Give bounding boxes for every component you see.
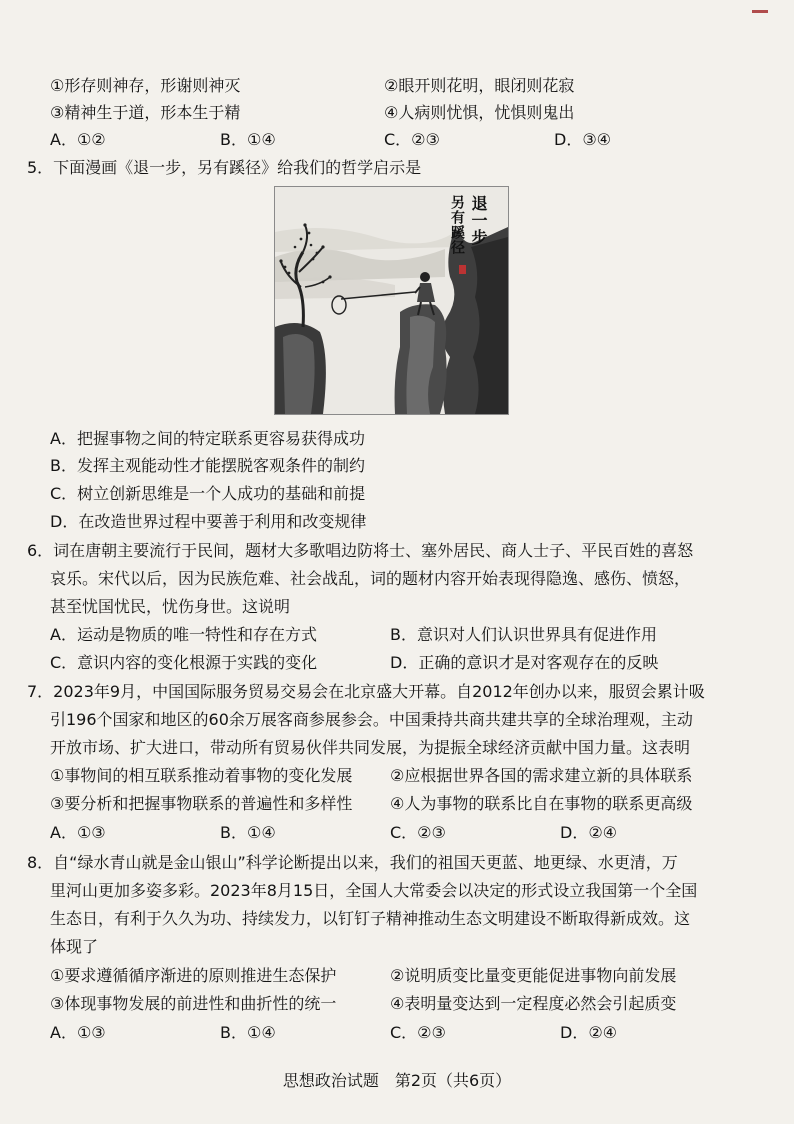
q7-option-b: B．①④ bbox=[220, 823, 276, 842]
q8-line-2: 里河山更加多姿多彩。2023年8月15日，全国人大常委会以决定的形式设立我国第一个全国 bbox=[50, 881, 698, 900]
q7-option-c: C．②③ bbox=[390, 823, 446, 842]
q8-line-1: 8．自“绿水青山就是金山银山”科学论断提出以来，我们的祖国天更蓝、地更绿、水更清，万 bbox=[27, 853, 678, 872]
q7-statement-2: ②应根据世界各国的需求建立新的具体联系 bbox=[390, 766, 693, 785]
q7-statement-3: ③要分析和把握事物联系的普遍性和多样性 bbox=[50, 794, 353, 813]
q8-option-c: C．②③ bbox=[390, 1023, 446, 1042]
q4-option-a: A．①② bbox=[50, 130, 106, 149]
q6-line-3: 甚至忧国忧民，忧伤身世。这说明 bbox=[50, 597, 291, 616]
q8-option-a: A．①③ bbox=[50, 1023, 106, 1042]
q5-option-d: D．在改造世界过程中要善于利用和改变规律 bbox=[50, 512, 367, 531]
q8-statement-2: ②说明质变比量变更能促进事物向前发展 bbox=[390, 966, 677, 985]
q7-statement-1: ①事物间的相互联系推动着事物的变化发展 bbox=[50, 766, 353, 785]
q8-option-d: D．②④ bbox=[560, 1023, 618, 1042]
q8-line-3: 生态日，有利于久久为功、持续发力，以钉钉子精神推动生态文明建设不断取得新成效。这 bbox=[50, 909, 691, 928]
q8-statement-3: ③体现事物发展的前进性和曲折性的统一 bbox=[50, 994, 337, 1013]
page-footer: 思想政治试题 第2页（共6页） bbox=[282, 1071, 512, 1090]
q5-option-c: C．树立创新思维是一个人成功的基础和前提 bbox=[50, 484, 366, 503]
q4-statement-1: ①形存则神存，形谢则神灭 bbox=[50, 76, 241, 95]
q6-option-b: B．意识对人们认识世界具有促进作用 bbox=[390, 625, 657, 644]
q4-statement-4: ④人病则忧惧，忧惧则鬼出 bbox=[384, 103, 575, 122]
q5-stem: 5．下面漫画《退一步，另有蹊径》给我们的哲学启示是 bbox=[27, 158, 422, 177]
q8-statement-1: ①要求遵循循序渐进的原则推进生态保护 bbox=[50, 966, 337, 985]
q5-option-b: B．发挥主观能动性才能摆脱客观条件的制约 bbox=[50, 456, 365, 475]
q6-option-d: D．正确的意识才是对客观存在的反映 bbox=[390, 653, 659, 672]
cartoon-title-1: 退一步 bbox=[469, 195, 488, 246]
q6-line-2: 哀乐。宋代以后，因为民族危难、社会战乱，词的题材内容开始表现得隐逸、感伤、愤怒， bbox=[50, 569, 691, 588]
q8-line-4: 体现了 bbox=[50, 937, 99, 956]
cartoon-image bbox=[274, 186, 509, 415]
q7-statement-4: ④人为事物的联系比自在事物的联系更高级 bbox=[390, 794, 693, 813]
q7-line-2: 引196个国家和地区的60余万展客商参展参会。中国秉持共商共建共享的全球治理观，主动 bbox=[50, 710, 693, 729]
q4-statement-2: ②眼开则花明，眼闭则花寂 bbox=[384, 76, 575, 95]
q4-option-d: D．③④ bbox=[554, 130, 612, 149]
cartoon-title-2: 另有蹊径 bbox=[449, 195, 465, 255]
q8-option-b: B．①④ bbox=[220, 1023, 276, 1042]
q7-line-3: 开放市场、扩大进口，带动所有贸易伙伴共同发展，为提振全球经济贡献中国力量。这表明 bbox=[50, 738, 691, 757]
q8-statement-4: ④表明量变达到一定程度必然会引起质变 bbox=[390, 994, 677, 1013]
q6-option-c: C．意识内容的变化根源于实践的变化 bbox=[50, 653, 318, 672]
corner-mark bbox=[752, 10, 768, 13]
q7-option-a: A．①③ bbox=[50, 823, 106, 842]
q5-option-a: A．把握事物之间的特定联系更容易获得成功 bbox=[50, 429, 365, 448]
q4-option-c: C．②③ bbox=[384, 130, 440, 149]
q7-option-d: D．②④ bbox=[560, 823, 618, 842]
q7-line-1: 7．2023年9月，中国国际服务贸易交易会在北京盛大开幕。自2012年创办以来，服贸会累计吸 bbox=[27, 682, 705, 701]
q4-statement-3: ③精神生于道，形本生于精 bbox=[50, 103, 241, 122]
q6-option-a: A．运动是物质的唯一特性和存在方式 bbox=[50, 625, 317, 644]
q4-option-b: B．①④ bbox=[220, 130, 276, 149]
q6-line-1: 6．词在唐朝主要流行于民间，题材大多歌唱边防将士、塞外居民、商人士子、平民百姓的喜怒 bbox=[27, 541, 694, 560]
